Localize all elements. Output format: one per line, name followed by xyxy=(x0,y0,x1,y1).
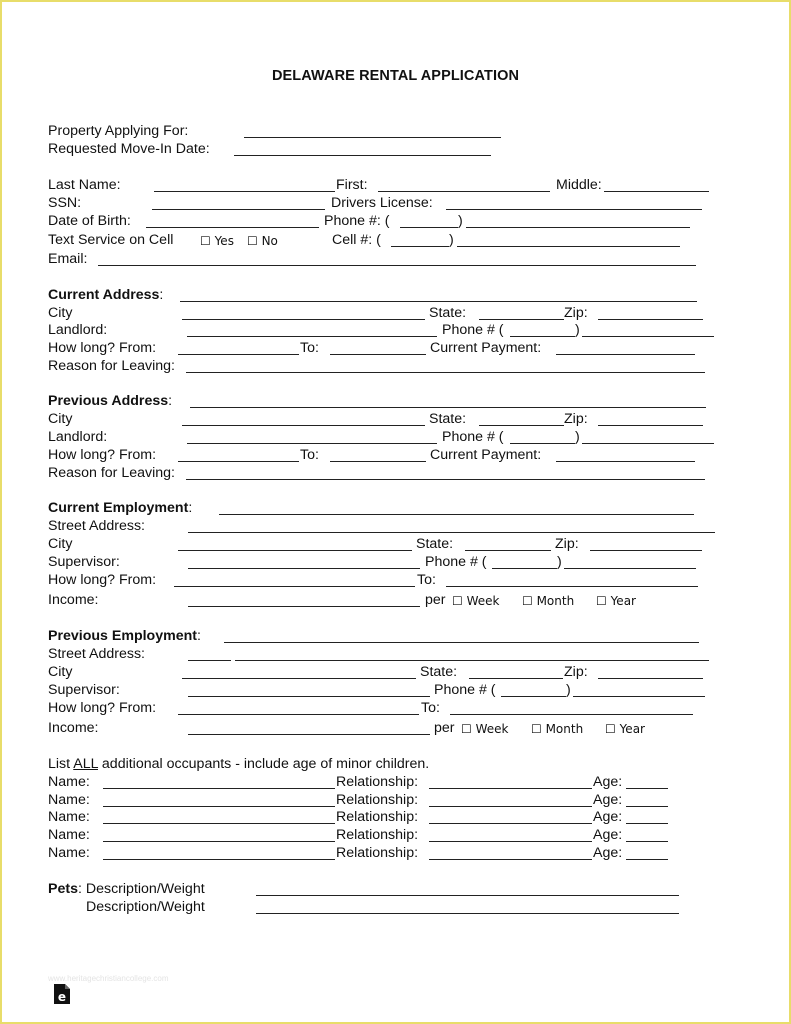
current-landlord-label: Landlord: xyxy=(48,322,108,338)
current-address-row: Current Address: xyxy=(48,286,748,304)
previous-supervisor-phone-field[interactable] xyxy=(573,696,705,697)
previous-employment-to-field[interactable] xyxy=(450,714,693,715)
current-employment-street-label: Street Address: xyxy=(48,518,145,534)
dob-row xyxy=(48,212,748,230)
previous-income-week-checkbox[interactable]: ☐ Week xyxy=(461,722,509,736)
current-address-heading: Current Address xyxy=(48,287,160,303)
occupant-age-field[interactable] xyxy=(626,788,668,789)
previous-landlord-label: Landlord: xyxy=(48,429,108,445)
current-payment-field[interactable] xyxy=(556,354,695,355)
occupant-relationship-label: Relationship: xyxy=(336,845,419,861)
page-title: DELAWARE RENTAL APPLICATION xyxy=(271,68,520,84)
current-from-field[interactable] xyxy=(178,354,299,355)
occupant-relationship-field[interactable] xyxy=(429,806,592,807)
property-row xyxy=(48,122,748,140)
previous-landlord-phone-field[interactable] xyxy=(582,443,714,444)
occupant-relationship-label: Relationship: xyxy=(336,809,419,825)
occupant-age-label: Age: xyxy=(593,792,623,808)
occupant-name-label: Name: xyxy=(48,827,90,843)
previous-supervisor-phone-paren: ) xyxy=(566,682,571,698)
occupants-intro xyxy=(48,755,748,773)
current-landlord-phone-area-field[interactable] xyxy=(510,336,575,337)
current-employment-zip-field[interactable] xyxy=(590,550,702,551)
current-zip-field[interactable] xyxy=(598,319,703,320)
property-field[interactable] xyxy=(244,137,501,138)
previous-supervisor-field[interactable] xyxy=(188,696,430,697)
svg-text:e: e xyxy=(57,990,67,1004)
previous-supervisor-row xyxy=(48,681,748,699)
occupant-name-label: Name: xyxy=(48,792,90,808)
ssn-field[interactable] xyxy=(152,209,325,210)
document-logo-icon xyxy=(52,982,72,1006)
previous-state-field[interactable] xyxy=(479,425,564,426)
previous-employment-street-field[interactable] xyxy=(235,660,709,661)
current-payment-label: Current Payment: xyxy=(430,340,542,356)
current-employment-zip-label: Zip: xyxy=(555,536,579,552)
previous-reason-field[interactable] xyxy=(186,479,705,480)
previous-from-field[interactable] xyxy=(178,461,299,462)
previous-employment-street-number-field[interactable] xyxy=(188,660,231,661)
previous-zip-field[interactable] xyxy=(598,425,703,426)
text-no-checkbox[interactable]: ☐ No xyxy=(247,234,278,248)
phone-label: Phone #: ( xyxy=(324,213,390,229)
pets-description-field[interactable] xyxy=(256,895,679,896)
current-reason-label: Reason for Leaving: xyxy=(48,358,175,374)
drivers-license-label: Drivers License: xyxy=(331,195,433,211)
occupant-relationship-label: Relationship: xyxy=(336,792,419,808)
pets-heading: Pets xyxy=(48,881,78,897)
previous-landlord-row xyxy=(48,428,748,446)
text-service-label: Text Service on Cell xyxy=(48,232,174,248)
property-label: Property Applying For: xyxy=(48,123,189,139)
current-income-week-checkbox[interactable]: ☐ Week xyxy=(452,594,500,608)
occupant-age-field[interactable] xyxy=(626,859,668,860)
previous-city-field[interactable] xyxy=(182,425,425,426)
cell-paren: ) xyxy=(449,232,454,248)
occupant-relationship-field[interactable] xyxy=(429,823,592,824)
current-income-per-label: per xyxy=(425,592,446,608)
previous-employment-how-long-label: How long? From: xyxy=(48,700,157,716)
previous-to-label: To: xyxy=(300,447,319,463)
previous-city-label: City xyxy=(48,411,73,427)
previous-zip-label: Zip: xyxy=(564,411,588,427)
occupant-name-field[interactable] xyxy=(103,841,335,842)
occupant-age-label: Age: xyxy=(593,845,623,861)
previous-landlord-field[interactable] xyxy=(187,443,437,444)
ssn-label: SSN: xyxy=(48,195,82,211)
previous-employment-to-label: To: xyxy=(421,700,440,716)
email-field[interactable] xyxy=(98,265,696,266)
previous-income-per-label: per xyxy=(434,720,455,736)
current-landlord-field[interactable] xyxy=(187,336,437,337)
previous-employment-city-field[interactable] xyxy=(182,678,416,679)
current-how-long-label: How long? From: xyxy=(48,340,157,356)
last-name-field[interactable] xyxy=(154,191,335,192)
middle-name-label: Middle: xyxy=(556,177,602,193)
occupant-row xyxy=(48,791,748,809)
current-employment-from-field[interactable] xyxy=(174,586,415,587)
previous-employment-zip-label: Zip: xyxy=(564,664,588,680)
occupant-name-field[interactable] xyxy=(103,788,335,789)
previous-employment-heading: Previous Employment xyxy=(48,628,198,644)
previous-employment-street-row xyxy=(48,645,748,663)
current-supervisor-label: Supervisor: xyxy=(48,554,120,570)
occupants-intro-all: ALL xyxy=(73,756,98,772)
occupant-row xyxy=(48,808,748,826)
occupant-name-field[interactable] xyxy=(103,806,335,807)
current-city-label: City xyxy=(48,305,73,321)
current-income-row xyxy=(48,591,748,609)
current-to-label: To: xyxy=(300,340,319,356)
current-landlord-phone-label: Phone # ( xyxy=(442,322,504,338)
current-employment-row: Current Employment: xyxy=(48,499,748,517)
cell-field[interactable] xyxy=(457,246,680,247)
first-name-label: First: xyxy=(336,177,368,193)
previous-employment-row: Previous Employment: xyxy=(48,627,748,645)
current-employment-to-label: To: xyxy=(417,572,436,588)
dob-label: Date of Birth: xyxy=(48,213,131,229)
current-employer-field[interactable] xyxy=(219,514,694,515)
previous-employment-state-label: State: xyxy=(420,664,458,680)
previous-employment-state-field[interactable] xyxy=(469,678,563,679)
previous-how-long-row xyxy=(48,446,748,464)
phone-area-field[interactable] xyxy=(400,227,458,228)
pets-row xyxy=(48,880,748,898)
previous-employment-from-field[interactable] xyxy=(178,714,419,715)
middle-name-field[interactable] xyxy=(604,191,709,192)
current-state-field[interactable] xyxy=(479,319,564,320)
current-supervisor-field[interactable] xyxy=(188,568,420,569)
previous-income-label: Income: xyxy=(48,720,99,736)
email-row xyxy=(48,250,748,268)
previous-supervisor-phone-area-field[interactable] xyxy=(501,696,566,697)
previous-state-label: State: xyxy=(429,411,467,427)
current-employment-to-field[interactable] xyxy=(446,586,698,587)
current-income-month-checkbox[interactable]: ☐ Month xyxy=(522,594,575,608)
previous-landlord-phone-area-field[interactable] xyxy=(510,443,575,444)
previous-payment-field[interactable] xyxy=(556,461,695,462)
previous-employment-city-row xyxy=(48,663,748,681)
phone-paren: ) xyxy=(458,213,463,229)
current-landlord-phone-paren: ) xyxy=(575,322,580,338)
pets-description-field-2[interactable] xyxy=(256,913,679,914)
current-city-field[interactable] xyxy=(182,319,425,320)
occupant-name-label: Name: xyxy=(48,809,90,825)
ssn-row xyxy=(48,194,748,212)
previous-employment-zip-field[interactable] xyxy=(598,678,703,679)
previous-reason-label: Reason for Leaving: xyxy=(48,465,175,481)
current-supervisor-row xyxy=(48,553,748,571)
occupant-relationship-field[interactable] xyxy=(429,859,592,860)
email-label: Email: xyxy=(48,251,88,267)
current-employment-city-row xyxy=(48,535,748,553)
current-reason-field[interactable] xyxy=(186,372,705,373)
occupant-relationship-field[interactable] xyxy=(429,788,592,789)
current-employment-city-field[interactable] xyxy=(178,550,412,551)
previous-income-row xyxy=(48,719,748,737)
move-in-label: Requested Move-In Date: xyxy=(48,141,210,157)
previous-employer-field[interactable] xyxy=(224,642,699,643)
current-how-long-row xyxy=(48,339,748,357)
phone-field[interactable] xyxy=(466,227,690,228)
occupant-age-field[interactable] xyxy=(626,841,668,842)
previous-landlord-phone-label: Phone # ( xyxy=(442,429,504,445)
previous-address-row: Previous Address: xyxy=(48,392,748,410)
occupant-age-field[interactable] xyxy=(626,806,668,807)
occupant-relationship-label: Relationship: xyxy=(336,827,419,843)
previous-employment-city-label: City xyxy=(48,664,73,680)
occupant-age-label: Age: xyxy=(593,774,623,790)
previous-to-field[interactable] xyxy=(330,461,426,462)
current-supervisor-phone-field[interactable] xyxy=(564,568,696,569)
current-income-field[interactable] xyxy=(188,606,420,607)
occupant-name-field[interactable] xyxy=(103,823,335,824)
current-city-row xyxy=(48,304,748,322)
previous-income-field[interactable] xyxy=(188,734,430,735)
previous-address-field[interactable] xyxy=(190,407,706,408)
last-name-label: Last Name: xyxy=(48,177,121,193)
occupant-row xyxy=(48,826,748,844)
current-income-year-checkbox[interactable]: ☐ Year xyxy=(596,594,636,608)
text-yes-checkbox[interactable]: ☐ Yes xyxy=(200,234,234,248)
current-employment-state-label: State: xyxy=(416,536,454,552)
occupants-intro-pre: List xyxy=(48,756,74,772)
previous-employment-how-long-row xyxy=(48,699,748,717)
current-landlord-phone-field[interactable] xyxy=(582,336,714,337)
current-to-field[interactable] xyxy=(330,354,426,355)
dob-field[interactable] xyxy=(146,227,319,228)
current-reason-row xyxy=(48,357,748,375)
current-address-field[interactable] xyxy=(180,301,697,302)
occupant-name-field[interactable] xyxy=(103,859,335,860)
previous-income-month-checkbox[interactable]: ☐ Month xyxy=(531,722,584,736)
occupants-intro-post: additional occupants - include age of minor children. xyxy=(97,756,430,772)
current-state-label: State: xyxy=(429,305,467,321)
current-employment-how-long-label: How long? From: xyxy=(48,572,157,588)
cell-label: Cell #: ( xyxy=(332,232,381,248)
first-name-field[interactable] xyxy=(378,191,550,192)
watermark-text: www.heritagechristiancollege.com xyxy=(48,974,169,983)
current-income-label: Income: xyxy=(48,592,99,608)
current-supervisor-phone-paren: ) xyxy=(557,554,562,570)
occupant-age-field[interactable] xyxy=(626,823,668,824)
previous-payment-label: Current Payment: xyxy=(430,447,542,463)
previous-supervisor-phone-label: Phone # ( xyxy=(434,682,496,698)
current-zip-label: Zip: xyxy=(564,305,588,321)
pets-row-2 xyxy=(48,898,748,916)
move-in-row xyxy=(48,140,748,158)
occupant-row xyxy=(48,773,748,791)
occupant-name-label: Name: xyxy=(48,845,90,861)
occupant-row xyxy=(48,844,748,862)
pets-description-label-2: Description/Weight xyxy=(86,899,205,915)
previous-city-row xyxy=(48,410,748,428)
pets-description-label: : Description/Weight xyxy=(77,881,205,897)
previous-address-heading: Previous Address xyxy=(48,393,169,409)
previous-income-year-checkbox[interactable]: ☐ Year xyxy=(605,722,645,736)
previous-landlord-phone-paren: ) xyxy=(575,429,580,445)
occupant-age-label: Age: xyxy=(593,809,623,825)
occupant-relationship-label: Relationship: xyxy=(336,774,419,790)
text-service-row xyxy=(48,231,748,249)
cell-area-field[interactable] xyxy=(391,246,449,247)
previous-how-long-label: How long? From: xyxy=(48,447,157,463)
occupant-age-label: Age: xyxy=(593,827,623,843)
previous-reason-row xyxy=(48,464,748,482)
current-employment-how-long-row xyxy=(48,571,748,589)
previous-supervisor-label: Supervisor: xyxy=(48,682,120,698)
current-supervisor-phone-area-field[interactable] xyxy=(492,568,557,569)
current-landlord-row xyxy=(48,321,748,339)
move-in-field[interactable] xyxy=(234,155,491,156)
current-employment-street-field[interactable] xyxy=(188,532,715,533)
occupant-name-label: Name: xyxy=(48,774,90,790)
name-row xyxy=(48,176,748,194)
current-employment-state-field[interactable] xyxy=(465,550,551,551)
drivers-license-field[interactable] xyxy=(446,209,702,210)
previous-employment-street-label: Street Address: xyxy=(48,646,145,662)
current-supervisor-phone-label: Phone # ( xyxy=(425,554,487,570)
occupant-relationship-field[interactable] xyxy=(429,841,592,842)
current-employment-heading: Current Employment xyxy=(48,500,189,516)
current-employment-city-label: City xyxy=(48,536,73,552)
current-employment-street-row xyxy=(48,517,748,535)
